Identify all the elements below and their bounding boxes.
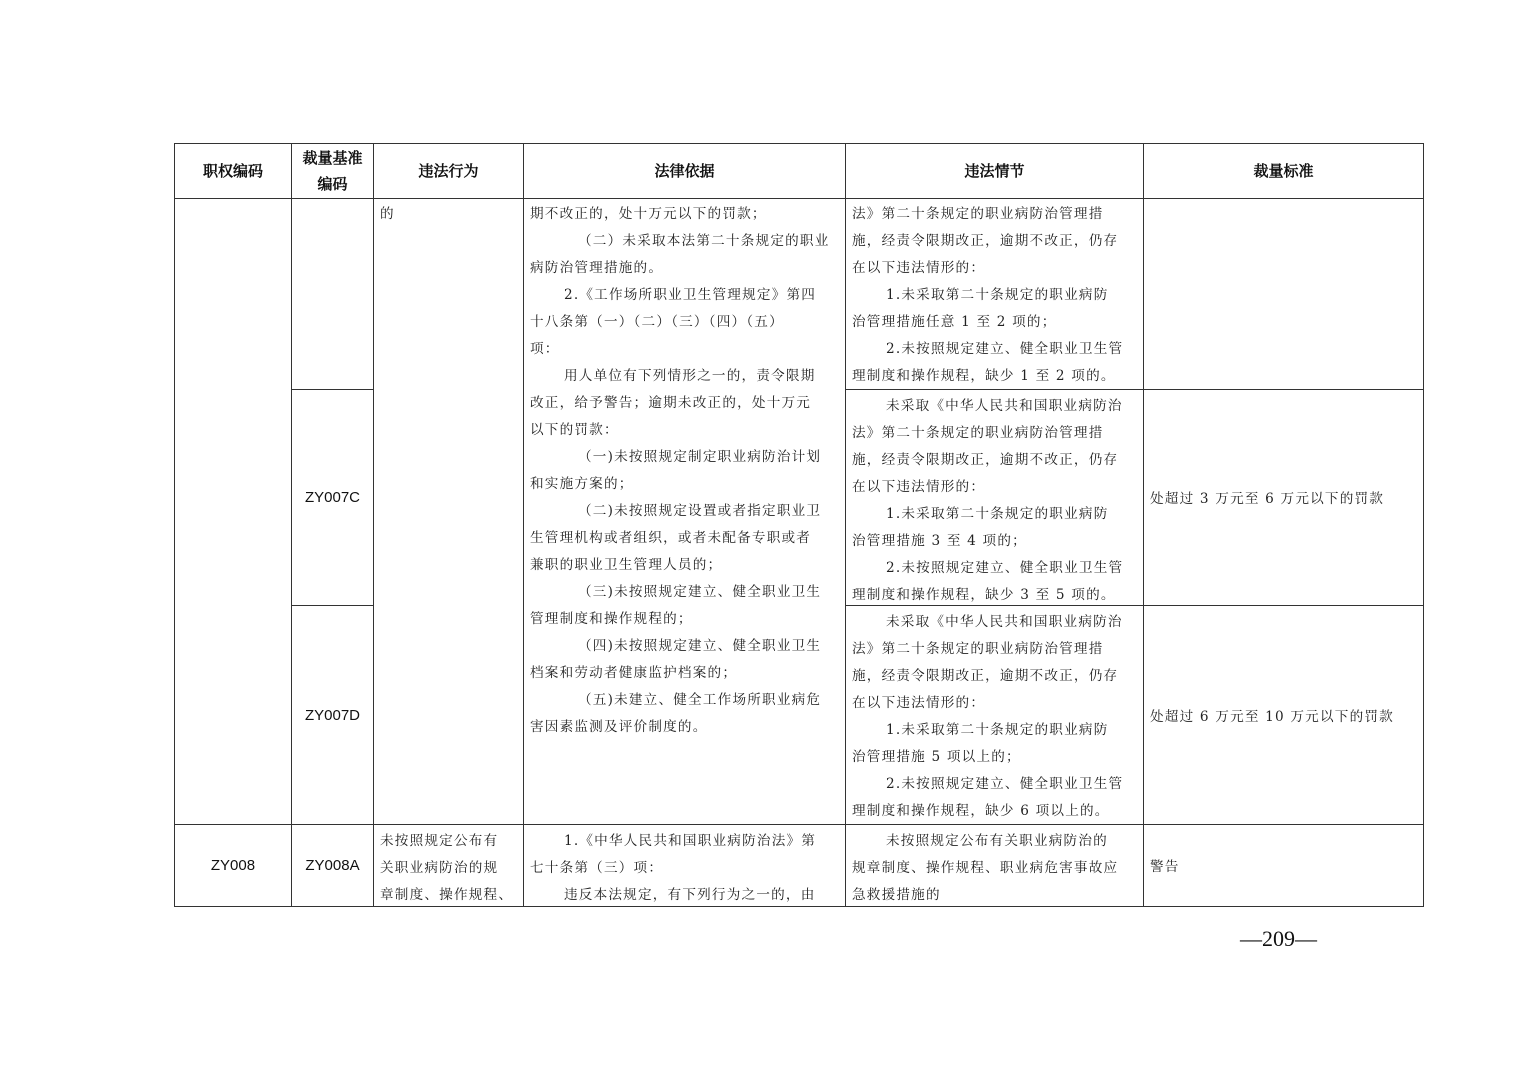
basis-line: （二）未采取本法第二十条规定的职业 — [578, 233, 830, 249]
basis-line: （一)未按照规定制定职业病防治计划 — [578, 449, 822, 465]
basis-line: 项： — [530, 341, 560, 357]
circ-line: 2.未按照规定建立、健全职业卫生管 — [886, 776, 1124, 792]
zy008a-circumstances — [852, 828, 1118, 909]
page-number: —209— — [1240, 926, 1317, 951]
discretion-code-zy008a: ZY008A — [305, 857, 360, 874]
row-c-standard: 处超过 3 万元至 6 万元以下的罚款 — [1150, 491, 1385, 507]
authority-code-zy008: ZY008 — [210, 857, 256, 874]
header-violation: 违法行为 — [418, 162, 479, 180]
circ-line: 2.未按照规定建立、健全职业卫生管 — [886, 341, 1124, 357]
basis-line: 害因素监测及评价制度的。 — [530, 719, 708, 735]
basis-line: 以下的罚款： — [530, 422, 619, 438]
basis-line: 违反本法规定，有下列行为之一的，由 — [564, 887, 816, 903]
circ-line: 法》第二十条规定的职业病防治管理措 — [852, 425, 1104, 441]
row-d-circumstances — [852, 609, 1123, 825]
circ-line: 治管理措施 3 至 4 项的； — [852, 533, 1027, 549]
circ-line: 理制度和操作规程，缺少 3 至 5 项的。 — [852, 587, 1116, 603]
circ-line: 理制度和操作规程，缺少 1 至 2 项的。 — [852, 368, 1116, 384]
basis-line: 和实施方案的； — [530, 476, 634, 492]
header-discretion-code-line1: 裁量基准 — [302, 149, 363, 167]
circ-line: 治管理措施任意 1 至 2 项的； — [852, 314, 1057, 330]
basis-line: 期不改正的，处十万元以下的罚款； — [530, 206, 767, 222]
circ-line: 理制度和操作规程，缺少 6 项以上的。 — [852, 803, 1110, 819]
circ-line: 施，经责令限期改正，逾期不改正，仍存 — [852, 668, 1119, 684]
row-b-circumstances — [852, 201, 1123, 390]
basis-line: （二)未按照规定设置或者指定职业卫 — [578, 503, 822, 519]
basis-line: 用人单位有下列情形之一的，责令限期 — [564, 368, 816, 384]
basis-line: 改正，给予警告；逾期未改正的，处十万元 — [530, 395, 812, 411]
circ-line: 施，经责令限期改正，逾期不改正，仍存 — [852, 233, 1119, 249]
header-discretion-code — [292, 144, 373, 198]
circ-line: 施，经责令限期改正，逾期不改正，仍存 — [852, 452, 1119, 468]
discretion-code-d: ZY007D — [304, 706, 361, 724]
circ-line: 法》第二十条规定的职业病防治管理措 — [852, 641, 1104, 657]
circ-line: 2.未按照规定建立、健全职业卫生管 — [886, 560, 1124, 576]
circ-line: 法》第二十条规定的职业病防治管理措 — [852, 206, 1104, 222]
violation-line: 关职业病防治的规 — [380, 860, 499, 876]
header-circumstances: 违法情节 — [964, 162, 1025, 180]
circ-line: 治管理措施 5 项以上的； — [852, 749, 1021, 765]
circ-line: 未按照规定公布有关职业病防治的 — [886, 833, 1108, 849]
circ-line: 未采取《中华人民共和国职业病防治 — [886, 614, 1123, 630]
violation-continued: 的 — [380, 206, 395, 222]
header-authority-code: 职权编码 — [202, 162, 263, 180]
basis-line: 1.《中华人民共和国职业病防治法》第 — [564, 833, 817, 849]
basis-line: 七十条第（三）项： — [530, 860, 664, 876]
violation-line: 未按照规定公布有 — [380, 833, 499, 849]
basis-line: 兼职的职业卫生管理人员的； — [530, 557, 723, 573]
basis-line: 生管理机构或者组织，或者未配备专职或者 — [530, 530, 812, 546]
row-c-circumstances — [852, 393, 1123, 609]
circ-line: 在以下违法情形的： — [852, 479, 986, 495]
basis-line: 病防治管理措施的。 — [530, 260, 664, 276]
row-d-standard: 处超过 6 万元至 10 万元以下的罚款 — [1150, 709, 1394, 725]
discretion-code-c: ZY007C — [304, 489, 361, 506]
basis-line: （三)未按照规定建立、健全职业卫生 — [578, 584, 822, 600]
basis-line: 档案和劳动者健康监护档案的； — [530, 665, 738, 681]
zy008a-basis — [530, 828, 816, 909]
header-legal-basis: 法律依据 — [654, 162, 715, 180]
circ-line: 规章制度、操作规程、职业病危害事故应 — [852, 860, 1119, 876]
circ-line: 急救援措施的 — [852, 887, 941, 903]
basis-line: （四)未按照规定建立、健全职业卫生 — [578, 638, 822, 654]
circ-line: 1.未采取第二十条规定的职业病防 — [886, 722, 1109, 738]
basis-line: （五)未建立、健全工作场所职业病危 — [578, 692, 822, 708]
circ-line: 1.未采取第二十条规定的职业病防 — [886, 287, 1109, 303]
circ-line: 在以下违法情形的： — [852, 260, 986, 276]
header-discretion-code-line2: 编码 — [317, 175, 348, 193]
circ-line: 在以下违法情形的： — [852, 695, 986, 711]
header-standard: 裁量标准 — [1253, 162, 1314, 180]
basis-line: 管理制度和操作规程的； — [530, 611, 693, 627]
zy008a-violation — [380, 828, 513, 909]
basis-line: 十八条第（一）（二）（三）（四）（五） — [530, 314, 784, 330]
violation-line: 章制度、操作规程、 — [380, 887, 514, 903]
circ-line: 未采取《中华人民共和国职业病防治 — [886, 398, 1123, 414]
legal-basis-text — [530, 201, 830, 741]
basis-line: 2.《工作场所职业卫生管理规定》第四 — [564, 287, 817, 303]
circ-line: 1.未采取第二十条规定的职业病防 — [886, 506, 1109, 522]
zy008a-standard: 警告 — [1150, 859, 1180, 875]
